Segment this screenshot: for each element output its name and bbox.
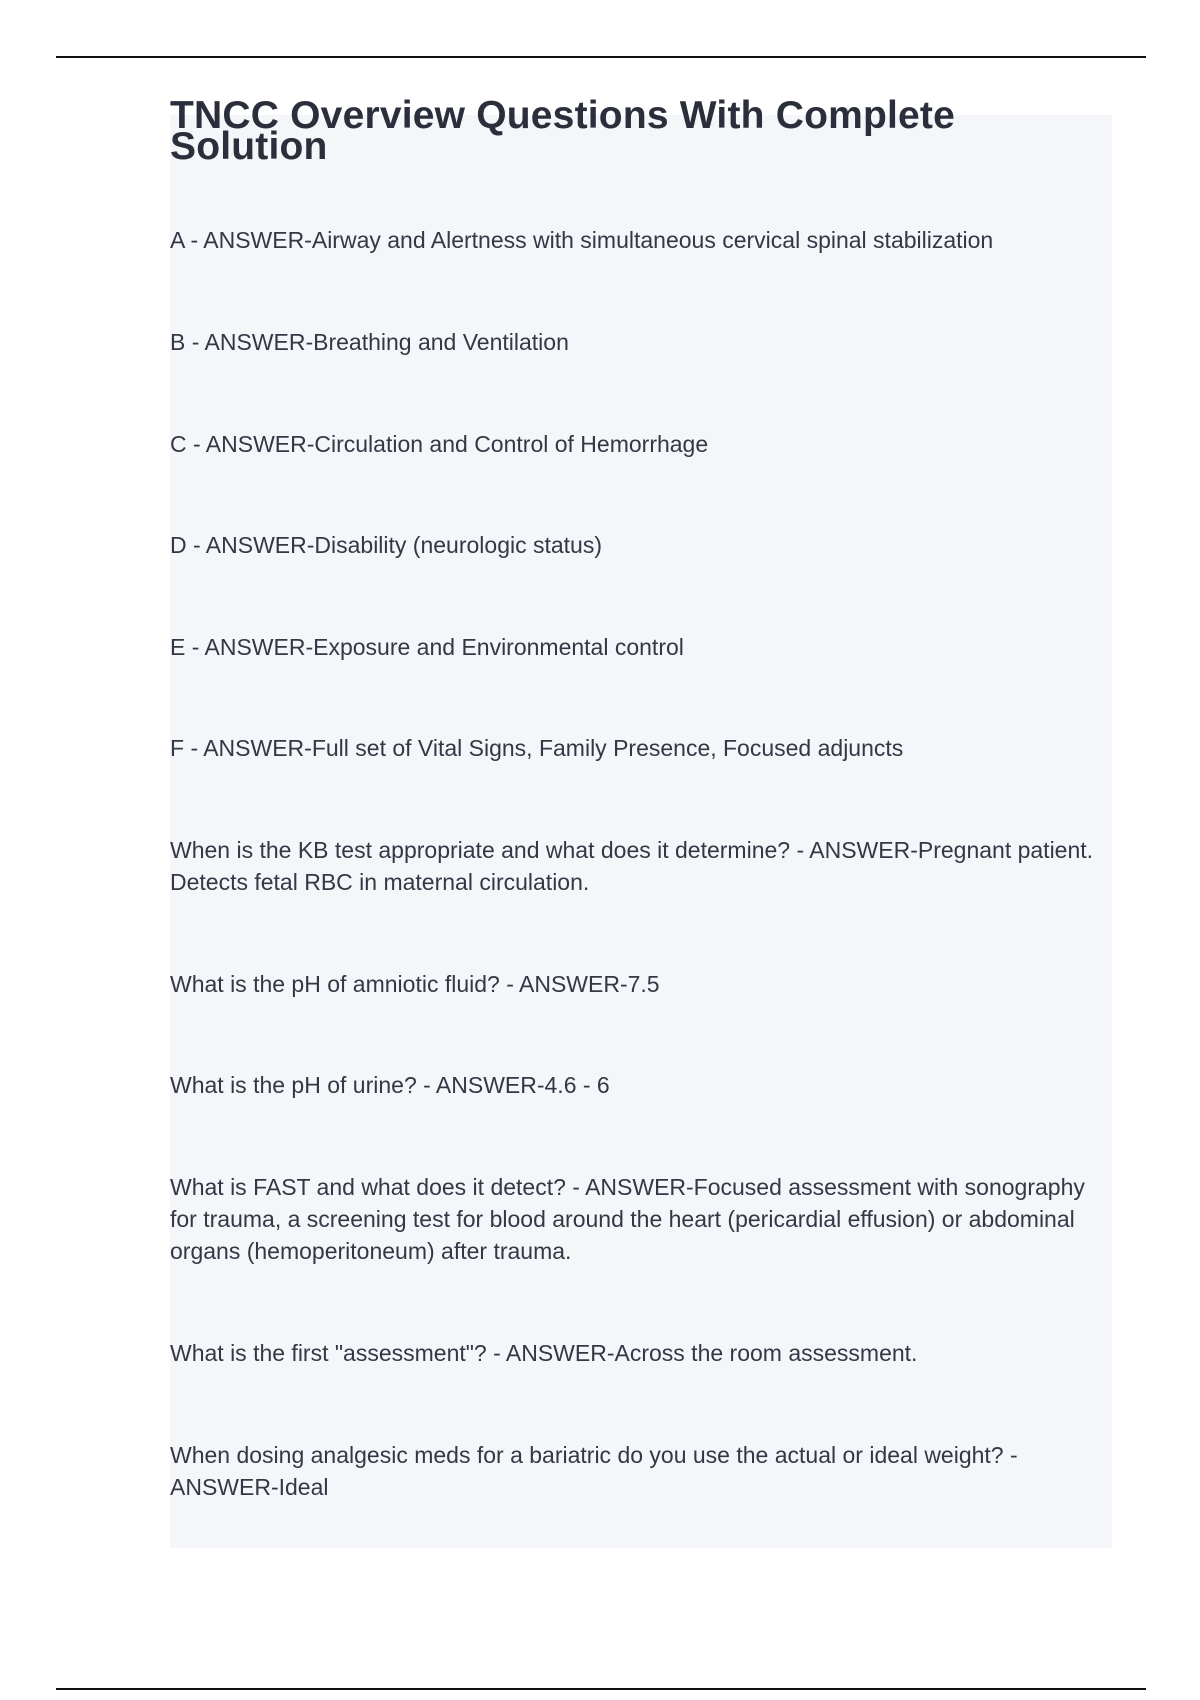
document-title: TNCC Overview Questions With Complete Solution [170, 94, 956, 168]
qa-item-kb-test: When is the KB test appropriate and what does it determine? - ANSWER-Pregnant patient. Detects fetal RBC in maternal circulation. [170, 837, 1094, 895]
qa-item-c: C - ANSWER-Circulation and Control of Hemorrhage [170, 431, 709, 457]
top-rule [56, 56, 1146, 58]
qa-item-f: F - ANSWER-Full set of Vital Signs, Family Presence, Focused adjuncts [170, 735, 904, 761]
qa-item-bariatric-dosing: When dosing analgesic meds for a bariatric do you use the actual or ideal weight? - ANSWER-Ideal [170, 1442, 1018, 1500]
qa-item-urine-ph: What is the pH of urine? - ANSWER-4.6 - 6 [170, 1072, 610, 1098]
bottom-rule [56, 1688, 1146, 1690]
qa-item-first-assessment: What is the first "assessment"? - ANSWER-Across the room assessment. [170, 1340, 918, 1366]
qa-item-amniotic-ph: What is the pH of amniotic fluid? - ANSWER-7.5 [170, 971, 660, 997]
qa-item-e: E - ANSWER-Exposure and Environmental control [170, 634, 684, 660]
qa-item-fast: What is FAST and what does it detect? - ANSWER-Focused assessment with sonography for trauma, a screening test for blood around the heart (pericardial effusion) or abdominal organs (hemoperitoneum) after trauma. [170, 1174, 1085, 1264]
qa-item-a: A - ANSWER-Airway and Alertness with simultaneous cervical spinal stabilization [170, 227, 994, 253]
qa-item-d: D - ANSWER-Disability (neurologic status) [170, 532, 603, 558]
qa-item-b: B - ANSWER-Breathing and Ventilation [170, 329, 569, 355]
